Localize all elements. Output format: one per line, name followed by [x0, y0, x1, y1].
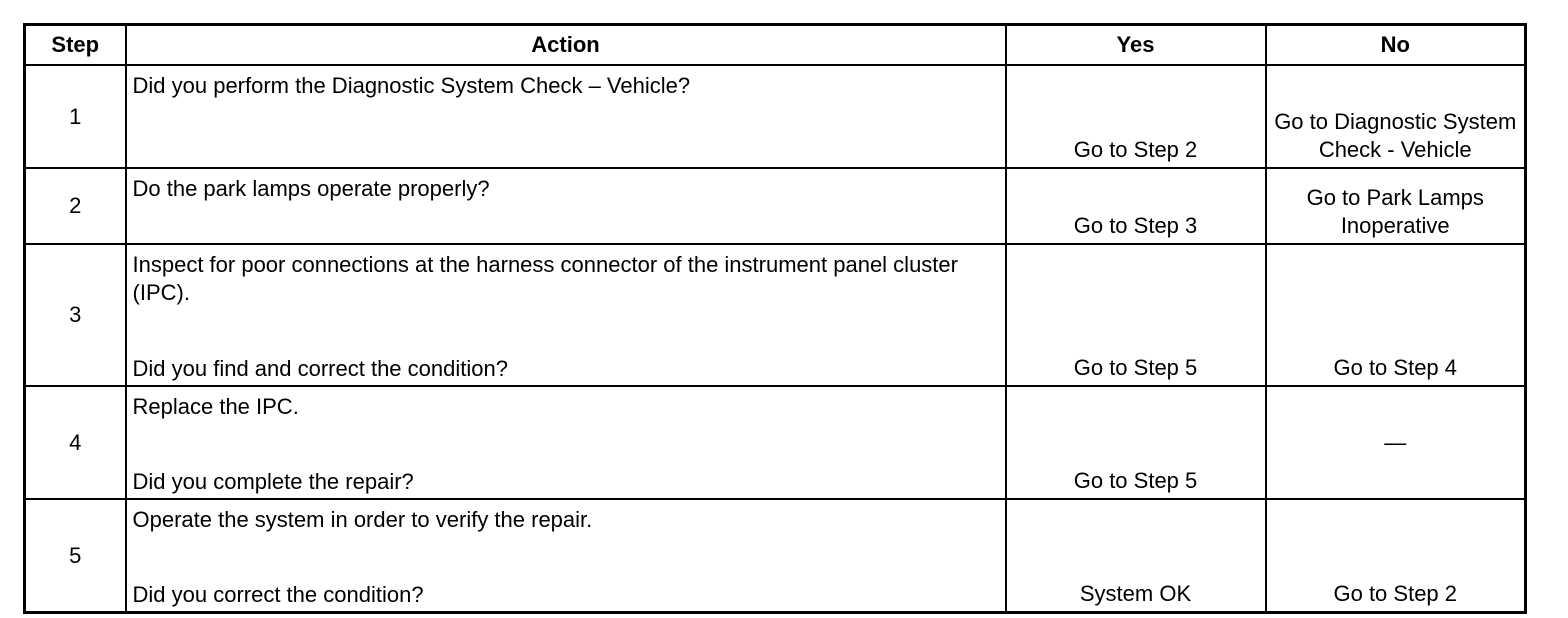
step-number: 2: [25, 168, 126, 244]
no-result: Go to Step 2: [1266, 499, 1526, 613]
yes-result: Go to Step 5: [1006, 244, 1266, 386]
step-number: 4: [25, 386, 126, 499]
action-question: Did you correct the condition?: [132, 582, 424, 607]
header-step: Step: [25, 25, 126, 66]
table-row: [25, 499, 1526, 613]
table-header-row: [25, 25, 1526, 66]
action-cell: [126, 65, 1006, 168]
diagnostic-table: [23, 23, 1527, 614]
yes-result: Go to Step 3: [1006, 168, 1266, 244]
action-text: Did you perform the Diagnostic System Check – Vehicle?: [132, 73, 691, 98]
header-action: Action: [126, 25, 1006, 66]
header-yes: Yes: [1006, 25, 1266, 66]
table-row: [25, 168, 1526, 244]
table-row: [25, 65, 1526, 168]
no-result: Go to Step 4: [1266, 244, 1526, 386]
action-text: Operate the system in order to verify the repair.: [132, 507, 593, 532]
action-cell: [126, 499, 1006, 613]
no-result: Go to Park Lamps Inoperative: [1266, 168, 1526, 244]
action-text: Inspect for poor connections at the harness connector of the instrument panel cluster (IPC).: [132, 252, 958, 305]
step-number: 5: [25, 499, 126, 613]
yes-result: Go to Step 5: [1006, 386, 1266, 499]
table-row: [25, 244, 1526, 386]
no-result: —: [1266, 386, 1526, 499]
yes-result: System OK: [1006, 499, 1266, 613]
action-question: Did you find and correct the condition?: [132, 356, 508, 381]
action-text: Replace the IPC.: [132, 394, 299, 419]
no-result: Go to Diagnostic System Check - Vehicle: [1266, 65, 1526, 168]
action-cell: [126, 168, 1006, 244]
step-number: 1: [25, 65, 126, 168]
action-question: Did you complete the repair?: [132, 469, 414, 494]
action-cell: [126, 244, 1006, 386]
step-number: 3: [25, 244, 126, 386]
yes-result: Go to Step 2: [1006, 65, 1266, 168]
table-row: [25, 386, 1526, 499]
action-cell: [126, 386, 1006, 499]
header-no: No: [1266, 25, 1526, 66]
action-text: Do the park lamps operate properly?: [132, 176, 490, 201]
